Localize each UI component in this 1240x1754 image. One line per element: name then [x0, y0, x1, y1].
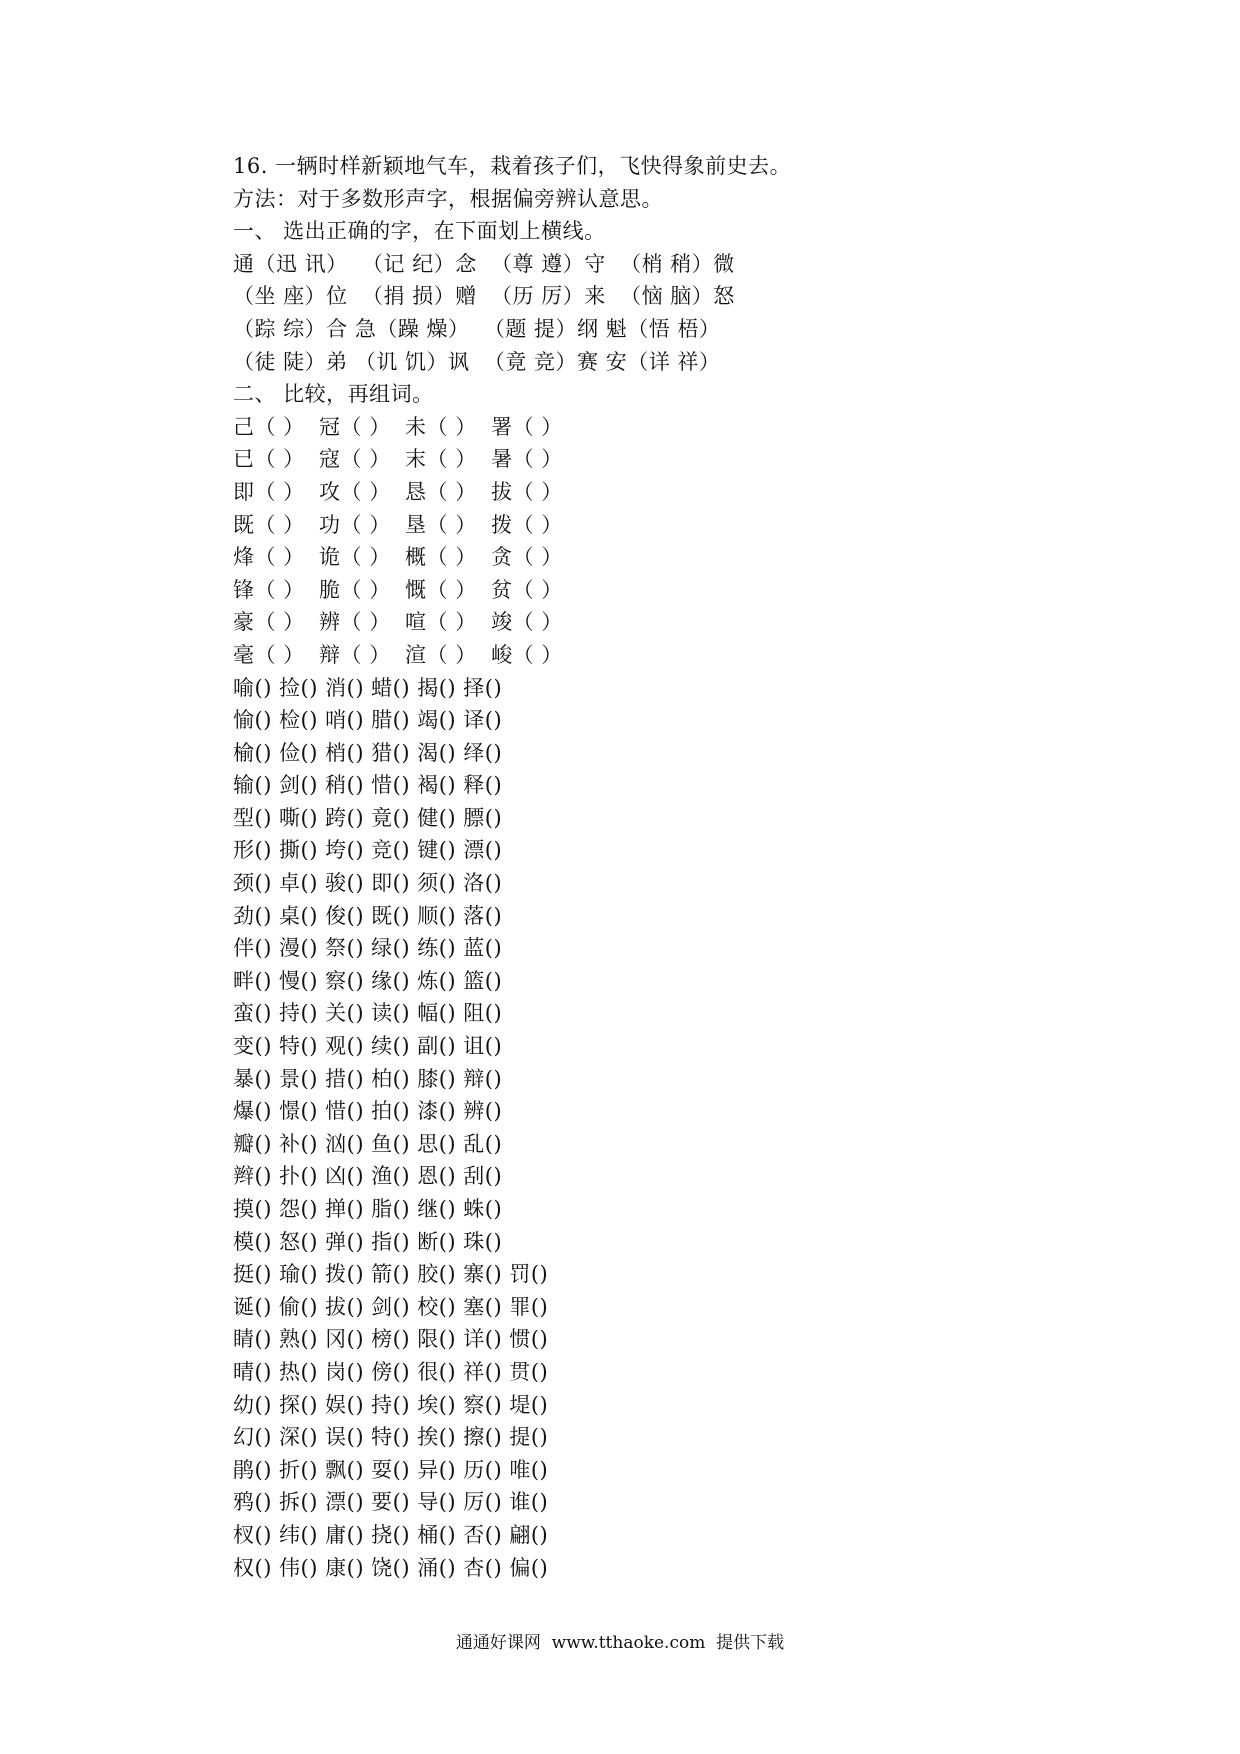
- text-line: 己（ ） 冠（ ） 未（ ） 署（ ）: [233, 414, 563, 439]
- text-line: 喻() 捡() 消() 蜡() 揭() 择(): [233, 675, 503, 700]
- text-line: 摸() 怨() 掸() 脂() 继() 蛛(): [233, 1197, 503, 1221]
- text-line: 毫（ ） 辩（ ） 渲（ ） 峻（ ）: [233, 642, 563, 667]
- text-line: 畔() 慢() 察() 缘() 炼() 篮(): [233, 968, 503, 993]
- text-line: 晴() 热() 岗() 傍() 很() 祥() 贯(): [233, 1359, 549, 1384]
- text-line: 暴() 景() 措() 柏() 膝() 辩(): [233, 1066, 503, 1091]
- text-line: 杈() 纬() 庸() 挠() 桶() 否() 翩(): [233, 1522, 549, 1547]
- text-line: 诞() 偷() 拔() 剑() 校() 塞() 罪(): [233, 1294, 549, 1319]
- text-line: 烽（ ） 诡（ ） 概（ ） 贪（ ）: [233, 545, 563, 570]
- text-line: 变() 特() 观() 续() 副() 诅(): [233, 1034, 503, 1059]
- text-line: 权() 伟() 康() 饶() 涌() 杏() 偏(): [233, 1555, 549, 1580]
- text-line: 二、 比较，再组词。: [233, 382, 434, 407]
- page-footer: 通通好课网 www.tthaoke.com 提供下载: [455, 1633, 785, 1653]
- text-line: 模() 怒() 弹() 指() 断() 珠(): [233, 1229, 503, 1254]
- text-line: 瓣() 补() 汹() 鱼() 思() 乱(): [233, 1131, 503, 1156]
- text-line: 型() 嘶() 跨() 竟() 健() 膘(): [233, 805, 503, 830]
- text-line: 锋（ ） 脆（ ） 慨（ ） 贫（ ）: [233, 577, 563, 602]
- text-line: 鸦() 拆() 漂() 要() 导() 厉() 谁(): [233, 1490, 549, 1515]
- text-line: 颈() 卓() 骏() 即() 须() 洛(): [233, 871, 503, 896]
- text-line: 睛() 熟() 冈() 榜() 限() 详() 惯(): [233, 1327, 549, 1352]
- text-line: 幻() 深() 误() 特() 挨() 擦() 提(): [233, 1425, 549, 1450]
- text-line: 通（迅 讯） （记 纪）念 （尊 遵）守 （梢 稍）微: [233, 251, 735, 276]
- worksheet-content: [233, 150, 1093, 1584]
- text-line: 16. 一辆时样新颖地气车，栽着孩子们，飞快得象前史去。: [233, 154, 792, 178]
- text-line: 即（ ） 攻（ ） 恳（ ） 拔（ ）: [233, 479, 563, 504]
- text-line: 输() 剑() 稍() 惜() 褐() 释(): [233, 773, 503, 798]
- text-line: 挺() 瑜() 拨() 箭() 胶() 寨() 罚(): [233, 1262, 549, 1287]
- text-line: 爆() 憬() 惜() 拍() 漆() 辨(): [233, 1099, 503, 1124]
- text-line: 榆() 俭() 梢() 猎() 渴() 绎(): [233, 740, 503, 765]
- text-line: 已（ ） 寇（ ） 末（ ） 暑（ ）: [233, 447, 563, 472]
- text-line: 幼() 探() 娱() 持() 埃() 察() 堤(): [233, 1392, 549, 1417]
- text-line: （坐 座）位 （捐 损）赠 （历 厉）来 （恼 脑）怒: [233, 284, 735, 309]
- text-line: 豪（ ） 辨（ ） 喧（ ） 竣（ ）: [233, 610, 563, 635]
- text-line: 方法：对于多数形声字，根据偏旁辨认意思。: [233, 186, 663, 211]
- text-line: 形() 撕() 垮() 竞() 键() 漂(): [233, 838, 503, 863]
- text-line: 愉() 检() 哨() 腊() 竭() 译(): [233, 708, 503, 733]
- text-line: 既（ ） 功（ ） 垦（ ） 拨（ ）: [233, 512, 563, 537]
- text-line: 一、 选出正确的字，在下面划上横线。: [233, 219, 606, 244]
- text-line: 伴() 漫() 祭() 绿() 练() 蓝(): [233, 936, 503, 961]
- text-line: （踪 综）合 急（躁 燥） （题 提）纲 魁（悟 梧）: [233, 316, 721, 341]
- text-line: （徒 陡）弟 （讥 饥）讽 （竟 竞）赛 安（详 祥）: [233, 349, 721, 374]
- text-line: 鹃() 折() 飘() 耍() 异() 历() 唯(): [233, 1457, 549, 1482]
- text-line: 劲() 桌() 俊() 既() 顺() 落(): [233, 903, 503, 928]
- text-line: 辫() 扑() 凶() 渔() 恩() 刮(): [233, 1164, 503, 1189]
- text-line: 蛮() 持() 关() 读() 幅() 阻(): [233, 1001, 503, 1026]
